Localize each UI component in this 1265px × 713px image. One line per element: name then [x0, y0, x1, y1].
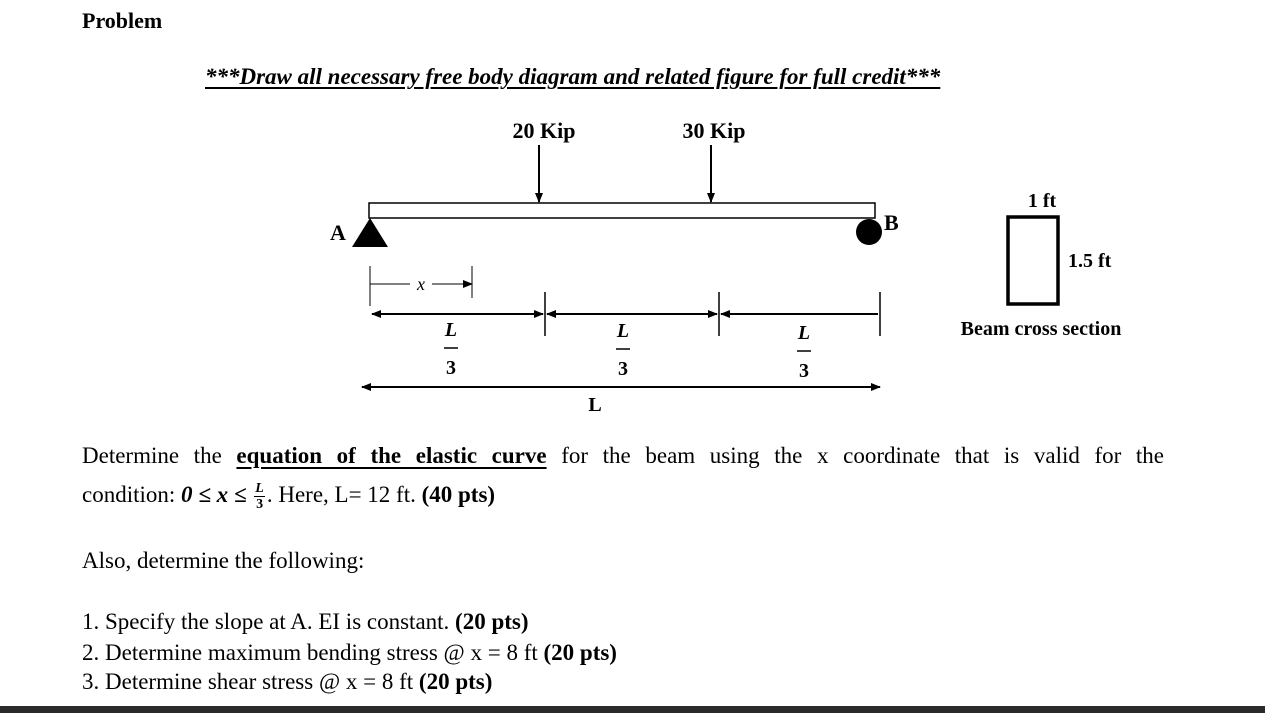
cross-section-height-label: 1.5 ft — [1068, 250, 1112, 272]
segment-label-1-den: 3 — [446, 357, 456, 379]
question-line-1 — [82, 437, 1164, 475]
x-coordinate-label: x — [417, 274, 425, 294]
task-3-text: 3. Determine shear stress @ x = 8 ft — [82, 669, 414, 694]
task-1-points: (20 pts) — [455, 609, 529, 634]
beam — [369, 203, 875, 218]
condition-math: 0 ≤ x ≤ — [181, 482, 247, 507]
task-1-text: 1. Specify the slope at A. EI is constant. — [82, 609, 450, 634]
task-3-points: (20 pts) — [418, 669, 493, 694]
condition-frac-den: 3 — [256, 497, 264, 513]
task-2-points: (20 pts) — [543, 640, 617, 665]
roller-support-b — [856, 219, 882, 245]
condition-fraction — [254, 481, 265, 512]
task-item — [82, 667, 492, 697]
load-label-30kip: 30 Kip — [682, 118, 746, 143]
task-item — [82, 638, 617, 668]
segment-label-1-num: L — [444, 319, 458, 341]
segment-label-3-num: L — [797, 322, 811, 344]
task-item — [82, 607, 529, 637]
bottom-bar — [0, 706, 1265, 713]
question-points: (40 pts) — [421, 482, 496, 507]
given-text: . Here, L= 12 ft. — [266, 482, 416, 507]
task-2-text: 2. Determine maximum bending stress @ x = 8 ft — [82, 640, 538, 665]
pin-support-a — [352, 218, 388, 247]
segment-label-2-den: 3 — [618, 358, 628, 380]
question-intro: Determine the — [82, 443, 222, 468]
cross-section-width-label: 1 ft — [1027, 190, 1057, 212]
support-a-label: A — [330, 220, 346, 245]
cross-section-rect — [1008, 217, 1058, 304]
instruction-banner: ***Draw all necessary free body diagram and related figure for full credit*** — [205, 64, 941, 89]
question-line-2 — [82, 476, 495, 514]
question-emphasis: equation of the elastic curve — [236, 443, 547, 468]
segment-label-2-num: L — [616, 320, 630, 342]
question-rest: for the beam using the x coordinate that is valid for the — [561, 443, 1165, 468]
also-text: Also, determine the following: — [82, 548, 365, 573]
segment-label-2 — [616, 320, 630, 380]
load-label-20kip: 20 Kip — [512, 118, 576, 143]
segment-label-1 — [444, 319, 458, 379]
cross-section-caption: Beam cross section — [960, 318, 1122, 340]
condition-frac-num: L — [255, 481, 264, 497]
page-heading: Problem — [82, 8, 163, 33]
segment-label-3-den: 3 — [799, 360, 809, 382]
segment-label-3 — [797, 322, 811, 382]
support-b-label: B — [884, 210, 899, 235]
condition-label: condition: — [82, 482, 176, 507]
total-length-label: L — [588, 394, 602, 416]
